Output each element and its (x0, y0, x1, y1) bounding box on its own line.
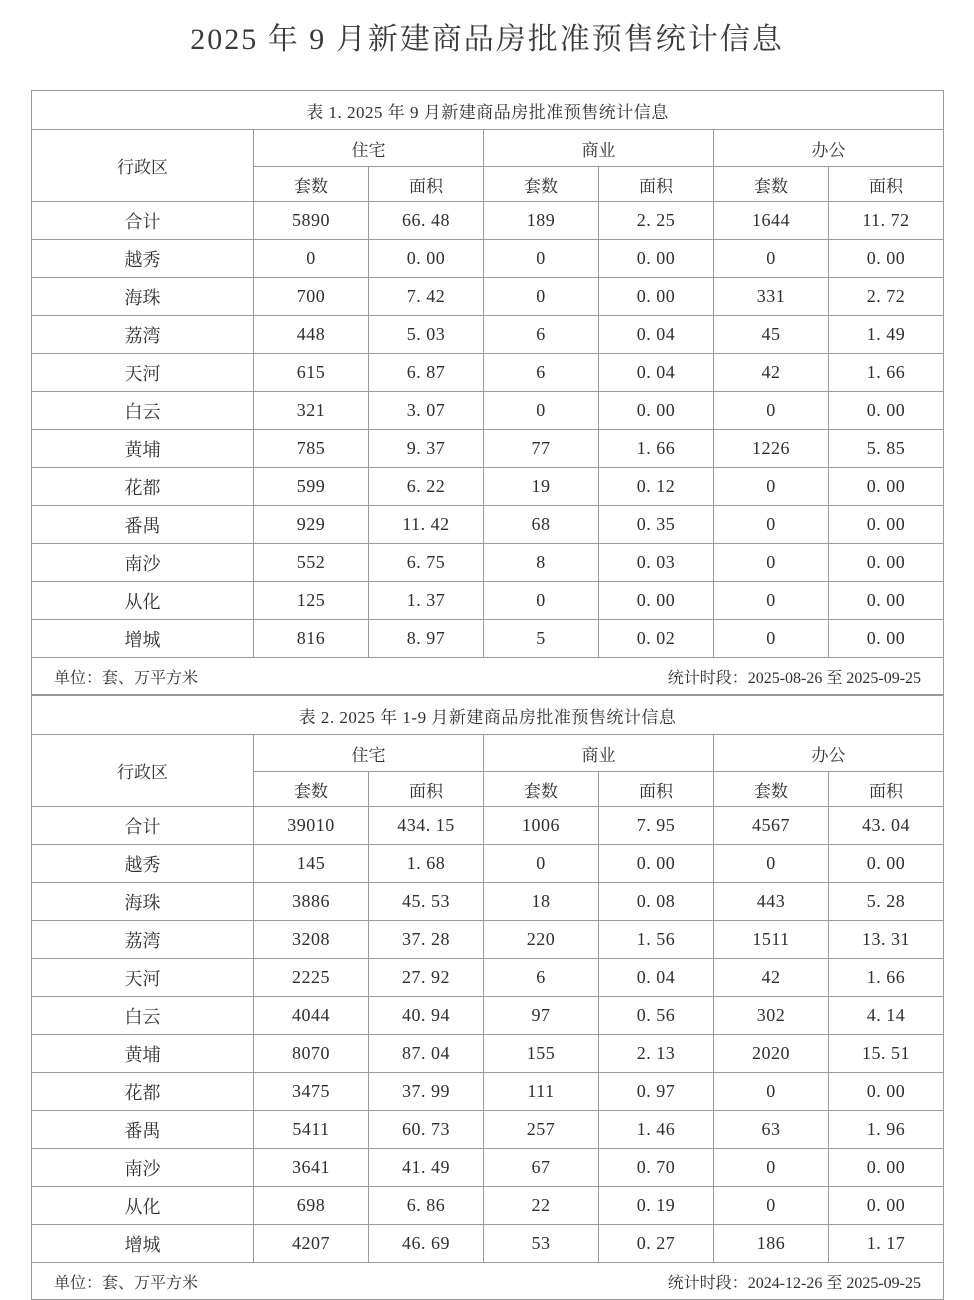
office-area: 1. 66 (829, 959, 944, 997)
table-row (32, 1111, 944, 1149)
office-units: 42 (714, 959, 829, 997)
region-name: 白云 (32, 392, 254, 430)
region-name: 天河 (32, 959, 254, 997)
office-area: 2. 72 (829, 278, 944, 316)
commercial-area: 0. 02 (599, 620, 714, 658)
office-units: 63 (714, 1111, 829, 1149)
header-group-office: 办公 (714, 735, 944, 772)
region-name: 黄埔 (32, 430, 254, 468)
office-units: 0 (714, 392, 829, 430)
commercial-area: 0. 03 (599, 544, 714, 582)
commercial-area: 1. 66 (599, 430, 714, 468)
commercial-area: 2. 25 (599, 202, 714, 240)
commercial-area: 0. 04 (599, 959, 714, 997)
commercial-units: 68 (484, 506, 599, 544)
office-units: 0 (714, 620, 829, 658)
region-name: 合计 (32, 202, 254, 240)
table-row (32, 921, 944, 959)
region-name: 增城 (32, 1225, 254, 1263)
residential-units: 785 (254, 430, 369, 468)
office-units: 45 (714, 316, 829, 354)
commercial-area: 0. 00 (599, 392, 714, 430)
table-row (32, 883, 944, 921)
region-name: 花都 (32, 468, 254, 506)
table2-body (32, 807, 944, 1263)
commercial-area: 0. 00 (599, 845, 714, 883)
office-units: 0 (714, 544, 829, 582)
office-area: 0. 00 (829, 544, 944, 582)
office-units: 443 (714, 883, 829, 921)
residential-area: 11. 42 (369, 506, 484, 544)
region-name: 荔湾 (32, 921, 254, 959)
residential-area: 1. 68 (369, 845, 484, 883)
table1-body (32, 202, 944, 658)
table-row (32, 620, 944, 658)
table1-caption-row (32, 91, 944, 130)
commercial-units: 6 (484, 354, 599, 392)
table-row (32, 1035, 944, 1073)
office-area: 0. 00 (829, 582, 944, 620)
office-units: 0 (714, 506, 829, 544)
commercial-units: 0 (484, 392, 599, 430)
header-commercial-units: 套数 (484, 772, 599, 807)
table-row (32, 354, 944, 392)
office-area: 5. 28 (829, 883, 944, 921)
commercial-units: 18 (484, 883, 599, 921)
residential-units: 4044 (254, 997, 369, 1035)
commercial-units: 189 (484, 202, 599, 240)
table1-header-top (32, 130, 944, 167)
region-name: 从化 (32, 582, 254, 620)
residential-units: 39010 (254, 807, 369, 845)
commercial-area: 1. 56 (599, 921, 714, 959)
residential-area: 37. 28 (369, 921, 484, 959)
commercial-area: 2. 13 (599, 1035, 714, 1073)
header-commercial-area: 面积 (599, 167, 714, 202)
office-units: 302 (714, 997, 829, 1035)
table-row (32, 506, 944, 544)
table-row (32, 468, 944, 506)
residential-area: 41. 49 (369, 1149, 484, 1187)
commercial-units: 155 (484, 1035, 599, 1073)
commercial-area: 1. 46 (599, 1111, 714, 1149)
residential-area: 3. 07 (369, 392, 484, 430)
commercial-units: 0 (484, 240, 599, 278)
region-name: 合计 (32, 807, 254, 845)
residential-area: 434. 15 (369, 807, 484, 845)
commercial-units: 257 (484, 1111, 599, 1149)
header-region: 行政区 (32, 735, 254, 807)
header-group-commercial: 商业 (484, 130, 714, 167)
table-row (32, 316, 944, 354)
commercial-units: 220 (484, 921, 599, 959)
residential-area: 1. 37 (369, 582, 484, 620)
office-area: 0. 00 (829, 392, 944, 430)
commercial-area: 0. 04 (599, 316, 714, 354)
residential-units: 5890 (254, 202, 369, 240)
region-name: 越秀 (32, 845, 254, 883)
commercial-area: 0. 19 (599, 1187, 714, 1225)
commercial-area: 0. 56 (599, 997, 714, 1035)
residential-units: 700 (254, 278, 369, 316)
office-units: 1644 (714, 202, 829, 240)
commercial-units: 6 (484, 316, 599, 354)
commercial-area: 0. 00 (599, 582, 714, 620)
residential-area: 46. 69 (369, 1225, 484, 1263)
residential-units: 448 (254, 316, 369, 354)
header-group-office: 办公 (714, 130, 944, 167)
office-area: 4. 14 (829, 997, 944, 1035)
commercial-area: 0. 97 (599, 1073, 714, 1111)
office-units: 0 (714, 1073, 829, 1111)
office-units: 331 (714, 278, 829, 316)
header-group-residential: 住宅 (254, 735, 484, 772)
residential-area: 40. 94 (369, 997, 484, 1035)
table-row (32, 240, 944, 278)
header-group-residential: 住宅 (254, 130, 484, 167)
commercial-area: 0. 27 (599, 1225, 714, 1263)
commercial-area: 0. 00 (599, 240, 714, 278)
residential-area: 45. 53 (369, 883, 484, 921)
office-area: 0. 00 (829, 1149, 944, 1187)
residential-area: 9. 37 (369, 430, 484, 468)
commercial-area: 0. 00 (599, 278, 714, 316)
residential-units: 321 (254, 392, 369, 430)
table2-caption: 表 2. 2025 年 1-9 月新建商品房批准预售统计信息 (32, 696, 944, 735)
office-units: 0 (714, 240, 829, 278)
table-row (32, 202, 944, 240)
office-area: 0. 00 (829, 240, 944, 278)
table-row (32, 1073, 944, 1111)
office-area: 0. 00 (829, 1187, 944, 1225)
region-name: 海珠 (32, 883, 254, 921)
office-area: 0. 00 (829, 1073, 944, 1111)
header-commercial-area: 面积 (599, 772, 714, 807)
office-units: 42 (714, 354, 829, 392)
header-residential-units: 套数 (254, 772, 369, 807)
page-title: 2025 年 9 月新建商品房批准预售统计信息 (190, 23, 784, 56)
office-area: 0. 00 (829, 845, 944, 883)
region-name: 从化 (32, 1187, 254, 1225)
office-area: 1. 96 (829, 1111, 944, 1149)
residential-units: 125 (254, 582, 369, 620)
header-office-units: 套数 (714, 772, 829, 807)
region-name: 番禺 (32, 506, 254, 544)
commercial-units: 111 (484, 1073, 599, 1111)
residential-area: 5. 03 (369, 316, 484, 354)
tables-container (31, 68, 943, 1300)
table-row (32, 845, 944, 883)
commercial-units: 67 (484, 1149, 599, 1187)
residential-area: 60. 73 (369, 1111, 484, 1149)
region-name: 黄埔 (32, 1035, 254, 1073)
residential-area: 6. 22 (369, 468, 484, 506)
table-row (32, 807, 944, 845)
table-row (32, 1187, 944, 1225)
office-units: 0 (714, 468, 829, 506)
commercial-units: 1006 (484, 807, 599, 845)
commercial-units: 6 (484, 959, 599, 997)
table-row (32, 278, 944, 316)
commercial-units: 0 (484, 845, 599, 883)
commercial-area: 0. 70 (599, 1149, 714, 1187)
residential-area: 87. 04 (369, 1035, 484, 1073)
residential-units: 3475 (254, 1073, 369, 1111)
residential-units: 3208 (254, 921, 369, 959)
header-office-units: 套数 (714, 167, 829, 202)
region-name: 南沙 (32, 1149, 254, 1187)
office-area: 11. 72 (829, 202, 944, 240)
table-row (32, 544, 944, 582)
residential-area: 6. 75 (369, 544, 484, 582)
table2-caption-row (32, 696, 944, 735)
commercial-units: 22 (484, 1187, 599, 1225)
commercial-area: 0. 35 (599, 506, 714, 544)
table2-unit-note: 单位：套、万平方米 (54, 1274, 199, 1292)
header-residential-units: 套数 (254, 167, 369, 202)
office-units: 0 (714, 1187, 829, 1225)
office-area: 1. 66 (829, 354, 944, 392)
residential-area: 6. 86 (369, 1187, 484, 1225)
table-row (32, 430, 944, 468)
commercial-units: 5 (484, 620, 599, 658)
office-area: 43. 04 (829, 807, 944, 845)
table1-caption: 表 1. 2025 年 9 月新建商品房批准预售统计信息 (32, 91, 944, 130)
header-commercial-units: 套数 (484, 167, 599, 202)
commercial-units: 77 (484, 430, 599, 468)
residential-units: 5411 (254, 1111, 369, 1149)
residential-area: 37. 99 (369, 1073, 484, 1111)
residential-area: 27. 92 (369, 959, 484, 997)
residential-area: 8. 97 (369, 620, 484, 658)
header-region: 行政区 (32, 130, 254, 202)
office-units: 4567 (714, 807, 829, 845)
residential-area: 66. 48 (369, 202, 484, 240)
commercial-area: 7. 95 (599, 807, 714, 845)
region-name: 番禺 (32, 1111, 254, 1149)
commercial-units: 8 (484, 544, 599, 582)
header-residential-area: 面积 (369, 772, 484, 807)
residential-units: 3886 (254, 883, 369, 921)
office-units: 2020 (714, 1035, 829, 1073)
residential-units: 0 (254, 240, 369, 278)
office-area: 1. 49 (829, 316, 944, 354)
table-row (32, 392, 944, 430)
residential-area: 0. 00 (369, 240, 484, 278)
office-area: 0. 00 (829, 506, 944, 544)
office-area: 0. 00 (829, 620, 944, 658)
region-name: 白云 (32, 997, 254, 1035)
office-area: 5. 85 (829, 430, 944, 468)
residential-units: 615 (254, 354, 369, 392)
region-name: 南沙 (32, 544, 254, 582)
commercial-units: 0 (484, 582, 599, 620)
region-name: 花都 (32, 1073, 254, 1111)
commercial-units: 97 (484, 997, 599, 1035)
commercial-area: 0. 12 (599, 468, 714, 506)
table2-header-top (32, 735, 944, 772)
table-presale-jan-sep (31, 695, 944, 1300)
table-presale-september (31, 90, 944, 695)
office-area: 0. 00 (829, 468, 944, 506)
table-row (32, 1225, 944, 1263)
commercial-units: 53 (484, 1225, 599, 1263)
office-units: 1226 (714, 430, 829, 468)
header-residential-area: 面积 (369, 167, 484, 202)
header-group-commercial: 商业 (484, 735, 714, 772)
office-units: 0 (714, 1149, 829, 1187)
residential-units: 552 (254, 544, 369, 582)
table-row (32, 1149, 944, 1187)
residential-units: 8070 (254, 1035, 369, 1073)
office-units: 186 (714, 1225, 829, 1263)
commercial-area: 0. 08 (599, 883, 714, 921)
office-units: 1511 (714, 921, 829, 959)
region-name: 越秀 (32, 240, 254, 278)
region-name: 增城 (32, 620, 254, 658)
residential-units: 4207 (254, 1225, 369, 1263)
header-office-area: 面积 (829, 772, 944, 807)
region-name: 海珠 (32, 278, 254, 316)
table1-unit-note: 单位：套、万平方米 (54, 669, 199, 687)
residential-units: 599 (254, 468, 369, 506)
table1-period: 统计时段：2025-08-26 至 2025-09-25 (667, 669, 922, 687)
residential-units: 929 (254, 506, 369, 544)
commercial-units: 0 (484, 278, 599, 316)
residential-units: 816 (254, 620, 369, 658)
residential-units: 698 (254, 1187, 369, 1225)
office-area: 1. 17 (829, 1225, 944, 1263)
office-area: 15. 51 (829, 1035, 944, 1073)
office-units: 0 (714, 582, 829, 620)
table-row (32, 997, 944, 1035)
table2-footer-row (32, 1263, 944, 1300)
commercial-units: 19 (484, 468, 599, 506)
office-area: 13. 31 (829, 921, 944, 959)
region-name: 荔湾 (32, 316, 254, 354)
residential-area: 6. 87 (369, 354, 484, 392)
table-row (32, 959, 944, 997)
table2-period: 统计时段：2024-12-26 至 2025-09-25 (667, 1274, 922, 1292)
header-office-area: 面积 (829, 167, 944, 202)
office-units: 0 (714, 845, 829, 883)
residential-units: 145 (254, 845, 369, 883)
table1-footer-row (32, 658, 944, 695)
residential-units: 3641 (254, 1149, 369, 1187)
table-row (32, 582, 944, 620)
residential-area: 7. 42 (369, 278, 484, 316)
region-name: 天河 (32, 354, 254, 392)
residential-units: 2225 (254, 959, 369, 997)
commercial-area: 0. 04 (599, 354, 714, 392)
